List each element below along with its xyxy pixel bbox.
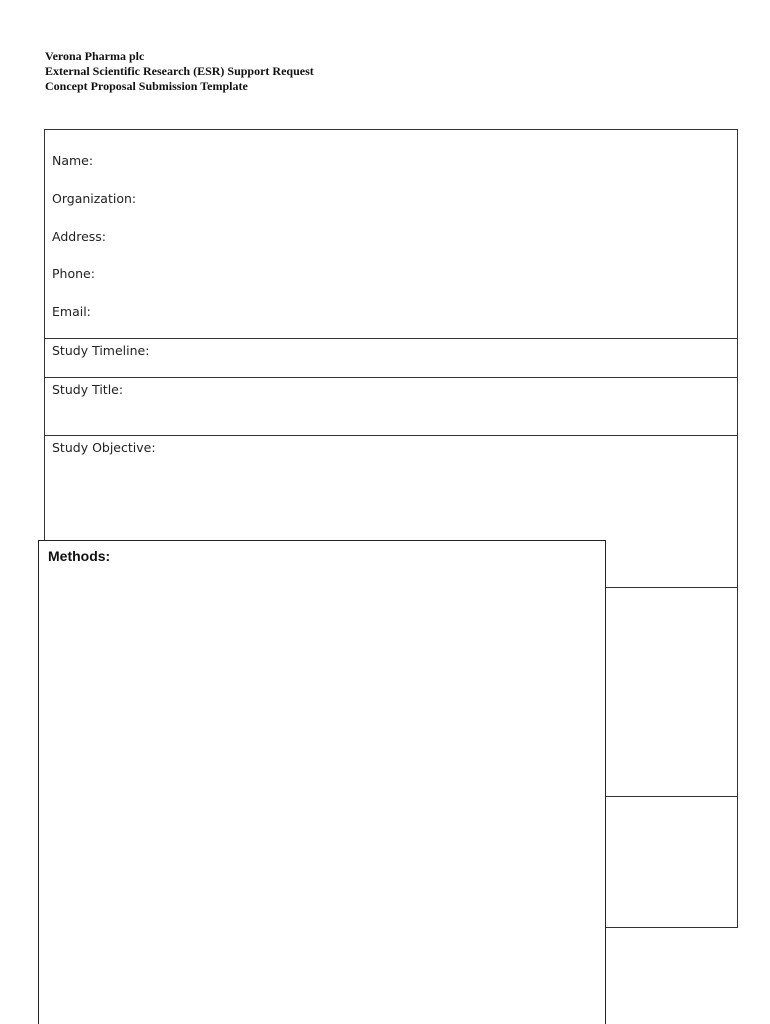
study-title-label: Study Title: — [52, 382, 124, 397]
phone-label: Phone: — [52, 266, 95, 281]
methods-label: Methods: — [48, 548, 111, 564]
row-divider — [45, 435, 737, 436]
address-label: Address: — [52, 229, 106, 244]
methods-text-box[interactable] — [38, 540, 606, 1024]
email-label: Email: — [52, 304, 91, 319]
name-label: Name: — [52, 153, 94, 168]
row-divider — [45, 338, 737, 339]
study-objective-label: Study Objective: — [52, 440, 156, 455]
template-title: Concept Proposal Submission Template — [45, 79, 248, 93]
organization-label: Organization: — [52, 191, 137, 206]
row-divider — [45, 377, 737, 378]
request-type: External Scientific Research (ESR) Support Request — [45, 64, 314, 78]
study-timeline-label: Study Timeline: — [52, 343, 150, 358]
company-name: Verona Pharma plc — [45, 49, 145, 63]
document-header — [45, 49, 314, 94]
